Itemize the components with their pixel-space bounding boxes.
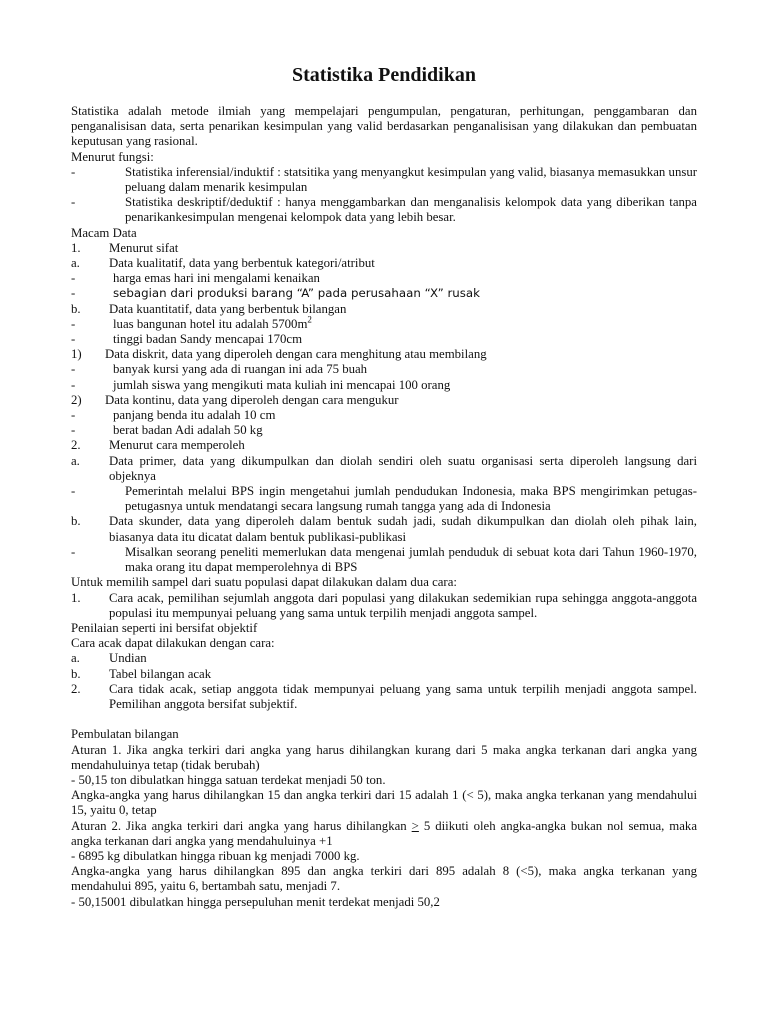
kuantitatif-example-1-text: luas bangunan hotel itu adalah 5700m	[113, 316, 308, 331]
bullet-dash: -	[71, 423, 76, 438]
primer-def: Data primer, data yang dikumpulkan dan diolah sendiri oleh suatu organisasi serta diperoleh langsung dari objeknya	[109, 453, 697, 483]
list-item	[71, 514, 697, 544]
greater-equal-symbol: >	[411, 818, 419, 833]
list-item	[71, 195, 697, 225]
aturan-2-part-1: Aturan 2. Jika angka terkiri dari angka yang harus dihilangkan	[71, 818, 407, 833]
kualitatif-example-2: sebagian dari produksi barang “A” pada perusahaan “X” rusak	[113, 286, 480, 301]
list-number: 2)	[71, 392, 82, 407]
bullet-dash: -	[71, 271, 76, 286]
bullet-dash: -	[71, 362, 76, 377]
kualitatif-def: Data kualitatif, data yang berbentuk kategori/atribut	[109, 256, 375, 271]
list-item	[71, 241, 697, 256]
page-title: Statistika Pendidikan	[292, 64, 476, 86]
bullet-dash: -	[71, 286, 76, 301]
skunder-def: Data skunder, data yang diperoleh dalam bentuk sudah jadi, sudah dikumpulkan dan diolah oleh pihak lain, biasanya data itu dicatat dalam bentuk publikasi-publikasi	[109, 514, 697, 544]
kontinu-def: Data kontinu, data yang diperoleh dengan cara mengukur	[105, 392, 399, 407]
list-letter: b.	[71, 666, 81, 681]
cara-tidak-acak: Cara tidak acak, setiap anggota tidak mempunyai peluang yang sama untuk terpilih menjadi anggota sampel. Pemilihan anggota bersifat subjektif.	[109, 681, 697, 711]
cara-acak: Cara acak, pemilihan sejumlah anggota dari populasi yang dilakukan sedemikian rupa sehingga anggota-anggota populasi itu mempunyai peluang yang sama untuk terpilih menjadi anggota sampel.	[109, 590, 697, 620]
list-item	[71, 408, 697, 423]
list-letter: a.	[71, 256, 80, 271]
contoh-3: - 50,15001 dibulatkan hingga persepuluhan menit terdekat menjadi 50,2	[71, 894, 440, 909]
list-item	[71, 393, 697, 408]
pembulatan-heading: Pembulatan bilangan	[71, 727, 179, 742]
diskrit-example-2: jumlah siswa yang mengikuti mata kuliah ini mencapai 100 orang	[113, 377, 451, 392]
list-item	[71, 454, 697, 484]
bullet-dash: -	[71, 195, 76, 210]
aturan-1: Aturan 1. Jika angka terkiri dari angka yang harus dihilangkan kurang dari 5 maka angka terkanan dari angka yang mendahuluinya tetap (tidak berubah)	[71, 742, 697, 772]
primer-example: Pemerintah melalui BPS ingin mengetahui jumlah pendudukan Indonesia, maka BPS mengirimkan petugas-petugasnya untuk mendatangi secara langsung rumah tangga yang ada di Indonesia	[125, 484, 697, 514]
list-item	[71, 362, 697, 377]
list-letter: b.	[71, 301, 81, 316]
bullet-dash: -	[71, 164, 76, 179]
penjelasan-1: Angka-angka yang harus dihilangkan 15 dan angka terkiri dari 15 adalah 1 (< 5), maka angka terkanan yang mendahului 15, yaitu 0, tetap	[71, 788, 697, 818]
document-body	[71, 104, 697, 910]
fungsi-inferensial: Statistika inferensial/induktif : statsitika yang menyangkut kesimpulan yang valid, biasanya memasukkan unsur peluang dalam menarik kesimpulan	[125, 164, 697, 195]
contoh-1: - 50,15 ton dibulatkan hingga satuan terdekat menjadi 50 ton.	[71, 772, 386, 787]
bullet-dash: -	[71, 484, 76, 499]
list-item	[71, 651, 697, 666]
sampel-heading: Untuk memilih sampel dari suatu populasi dapat dilakukan dalam dua cara:	[71, 575, 457, 590]
contoh-2: - 6895 kg dibulatkan hingga ribuan kg menjadi 7000 kg.	[71, 848, 360, 863]
list-number: 1.	[71, 240, 81, 255]
list-letter: a.	[71, 651, 80, 666]
bullet-dash: -	[71, 544, 76, 559]
list-item	[71, 271, 697, 286]
list-number: 2.	[71, 438, 81, 453]
bullet-dash: -	[71, 377, 76, 392]
acak-note: Penilaian seperti ini bersifat objektif	[71, 620, 258, 635]
list-number: 1.	[71, 590, 81, 605]
skunder-example: Misalkan seorang peneliti memerlukan data mengenai jumlah penduduk di sebuat kota dari Tahun 1960-1970, maka orang itu dapat memperolehnya di BPS	[125, 544, 697, 575]
list-item	[71, 378, 697, 393]
list-item	[71, 484, 697, 514]
list-item	[71, 256, 697, 271]
kontinu-example-2: berat badan Adi adalah 50 kg	[113, 423, 263, 438]
bullet-dash: -	[71, 316, 76, 331]
list-number: 2.	[71, 681, 81, 696]
list-item	[71, 165, 697, 195]
superscript: 2	[307, 314, 312, 325]
bullet-dash: -	[71, 408, 76, 423]
spacer	[71, 712, 697, 727]
intro-paragraph: Statistika adalah metode ilmiah yang mempelajari pengumpulan, pengaturan, perhitungan, penggambaran dan penganalisisan data, serta penarikan kesimpulan yang valid berdasarkan penganalisisan yang dilakukan dan pembuatan keputusan yang rasional.	[71, 104, 697, 149]
list-item	[71, 347, 697, 362]
list-item	[71, 314, 697, 332]
bullet-dash: -	[71, 332, 76, 347]
list-letter: a.	[71, 453, 80, 468]
kuantitatif-def: Data kuantitatif, data yang berbentuk bilangan	[109, 301, 347, 316]
document-page	[71, 62, 697, 910]
list-item	[71, 302, 697, 317]
list-item	[71, 545, 697, 575]
list-item	[71, 667, 697, 682]
kuantitatif-example-1	[113, 314, 697, 332]
kontinu-example-1: panjang benda itu adalah 10 cm	[113, 408, 276, 423]
acak-cara: Cara acak dapat dilakukan dengan cara:	[71, 636, 275, 651]
kualitatif-example-1: harga emas hari ini mengalami kenaikan	[113, 271, 320, 286]
list-item	[71, 591, 697, 621]
list-item	[71, 423, 697, 438]
penjelasan-2: Angka-angka yang harus dihilangkan 895 dan angka terkiri dari 895 adalah 8 (<5), maka angka terkanan yang mendahului 895, yaitu 6, bertambah satu, menjadi 7.	[71, 864, 697, 894]
list-item	[71, 438, 697, 453]
macam-heading: Macam Data	[71, 225, 137, 240]
aturan-2	[71, 819, 697, 849]
list-item	[71, 682, 697, 712]
list-number: 1)	[71, 347, 82, 362]
list-letter: b.	[71, 514, 81, 529]
diskrit-example-1: banyak kursi yang ada di ruangan ini ada 75 buah	[113, 362, 368, 377]
peroleh-label: Menurut cara memperoleh	[109, 438, 245, 453]
kuantitatif-example-2: tinggi badan Sandy mencapai 170cm	[113, 332, 303, 347]
aturan-2-part-2: 5 diikuti oleh angka-angka bukan nol semua, maka angka terkanan dari angka yang mendahuluinya +1	[71, 818, 698, 848]
list-item	[71, 332, 697, 347]
tabel-bilangan-acak: Tabel bilangan acak	[109, 666, 212, 681]
sifat-label: Menurut sifat	[109, 240, 179, 255]
fungsi-heading: Menurut fungsi:	[71, 149, 154, 164]
fungsi-deskriptif: Statistika deskriptif/deduktif : hanya menggambarkan dan menganalisis kelompok data yang diberikan tanpa penarikankesimpulan mengenai kelompok data yang lebih besar.	[125, 195, 697, 225]
undian: Undian	[109, 651, 147, 666]
diskrit-def: Data diskrit, data yang diperoleh dengan cara menghitung atau membilang	[105, 347, 487, 362]
list-item	[71, 286, 697, 301]
